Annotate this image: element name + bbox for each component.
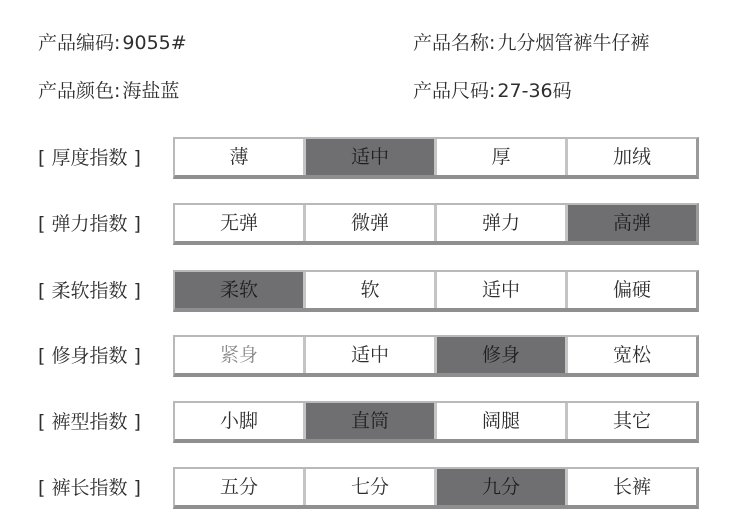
rating-option: 宽松 bbox=[612, 344, 651, 366]
rating-option: 无弹 bbox=[175, 205, 306, 241]
rating-option: 修身 bbox=[437, 337, 568, 373]
rating-option: 适中 bbox=[306, 337, 437, 373]
rating-option: 五分 bbox=[175, 469, 306, 505]
rating-row-elasticity bbox=[0, 203, 750, 245]
rating-row-softness bbox=[0, 270, 750, 312]
product-code bbox=[38, 28, 187, 58]
rating-option: 小脚 bbox=[175, 403, 306, 439]
product-name bbox=[413, 28, 649, 58]
rating-option: 长裤 bbox=[612, 476, 651, 498]
product-size-label: 产品尺码: bbox=[413, 80, 496, 102]
rating-option: 柔软 bbox=[175, 272, 306, 308]
product-size bbox=[413, 76, 572, 106]
rating-option: 薄 bbox=[175, 139, 306, 175]
rating-label-elasticity: [ 弹力指数 ] bbox=[38, 213, 141, 235]
rating-option: 适中 bbox=[437, 272, 568, 308]
rating-bar-pant-length bbox=[173, 467, 699, 509]
rating-option: 适中 bbox=[306, 139, 437, 175]
rating-option: 阔腿 bbox=[437, 403, 568, 439]
rating-label-thickness: [ 厚度指数 ] bbox=[38, 147, 141, 169]
rating-label-pant-type: [ 裤型指数 ] bbox=[38, 411, 141, 433]
rating-label-softness: [ 柔软指数 ] bbox=[38, 280, 141, 302]
rating-option: 微弹 bbox=[306, 205, 437, 241]
rating-row-fit bbox=[0, 335, 750, 377]
product-code-value: 9055# bbox=[122, 32, 187, 54]
rating-label-pant-length: [ 裤长指数 ] bbox=[38, 477, 141, 499]
rating-bar-thickness bbox=[173, 137, 699, 179]
product-size-value: 27-36码 bbox=[497, 80, 572, 102]
rating-row-pant-type bbox=[0, 401, 750, 443]
rating-option: 弹力 bbox=[437, 205, 568, 241]
product-info-row-2 bbox=[0, 76, 750, 106]
rating-bar-softness bbox=[173, 270, 699, 312]
rating-option: 加绒 bbox=[612, 146, 651, 168]
rating-bar-fit bbox=[173, 335, 699, 377]
rating-option: 九分 bbox=[437, 469, 568, 505]
rating-option: 高弹 bbox=[568, 205, 696, 241]
rating-option: 厚 bbox=[437, 139, 568, 175]
product-name-label: 产品名称: bbox=[413, 32, 496, 54]
rating-bar-elasticity bbox=[173, 203, 699, 245]
rating-option: 七分 bbox=[306, 469, 437, 505]
rating-option: 软 bbox=[306, 272, 437, 308]
rating-option: 直筒 bbox=[306, 403, 437, 439]
product-name-value: 九分烟管裤牛仔裤 bbox=[497, 32, 650, 54]
rating-row-pant-length bbox=[0, 467, 750, 509]
rating-option: 紧身 bbox=[175, 337, 306, 373]
product-code-label: 产品编码: bbox=[38, 32, 121, 54]
rating-label-fit: [ 修身指数 ] bbox=[38, 345, 141, 367]
rating-row-thickness bbox=[0, 137, 750, 179]
product-color bbox=[38, 76, 179, 106]
product-color-label: 产品颜色: bbox=[38, 80, 121, 102]
product-info-row-1 bbox=[0, 28, 750, 58]
rating-option: 其它 bbox=[612, 410, 651, 432]
product-color-value: 海盐蓝 bbox=[122, 80, 180, 102]
rating-option: 偏硬 bbox=[612, 279, 651, 301]
rating-bar-pant-type bbox=[173, 401, 699, 443]
